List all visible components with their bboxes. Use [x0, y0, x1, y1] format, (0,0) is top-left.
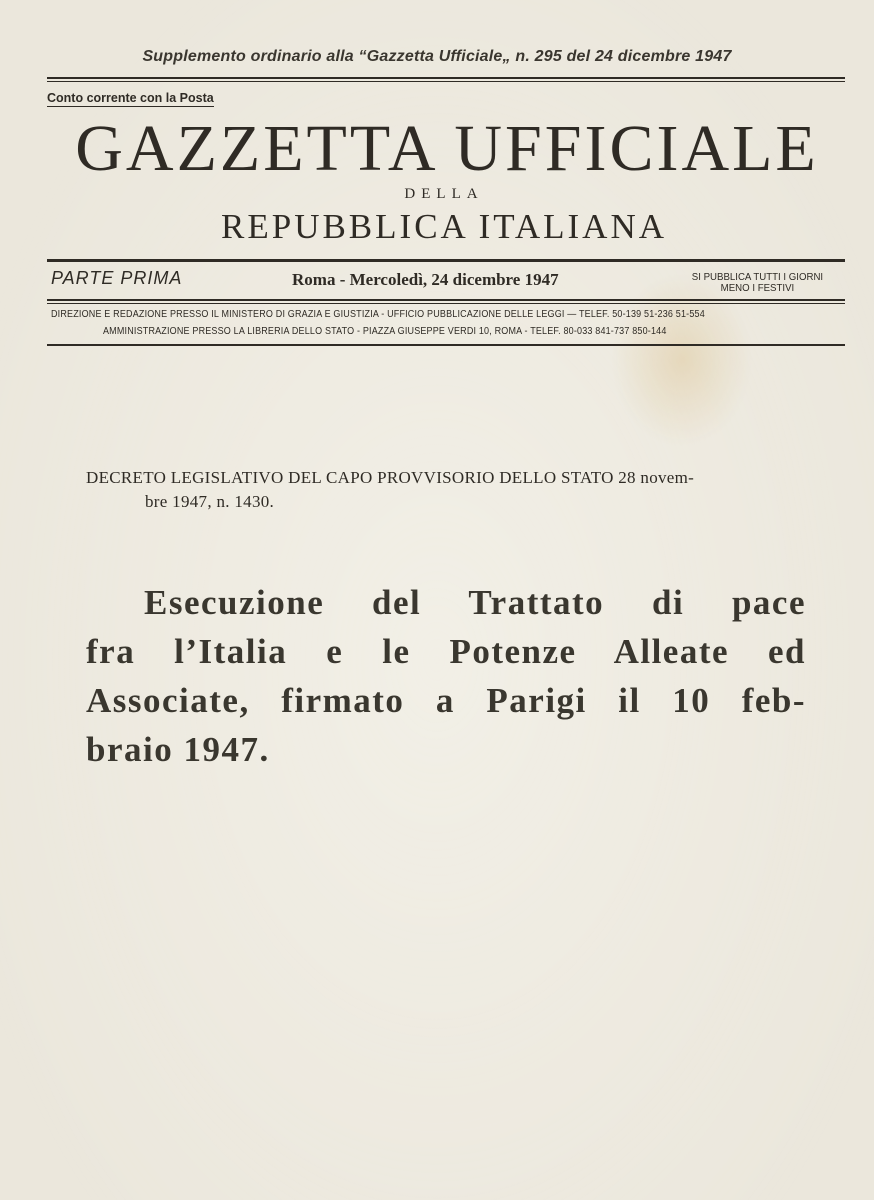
- masthead-republic: REPUBBLICA ITALIANA: [221, 207, 667, 246]
- supplement-line: Supplemento ordinario alla “Gazzetta Ufficiale„ n. 295 del 24 dicembre 1947: [142, 48, 732, 65]
- decree-title-line: Associate, firmato a Parigi il 10 feb-: [86, 681, 806, 720]
- issue-date: Roma - Mercoledì, 24 dicembre 1947: [292, 270, 559, 289]
- top-divider: [47, 77, 845, 79]
- decree-heading-line1: DECRETO LEGISLATIVO DEL CAPO PROVVISORIO DELLO STATO 28 novem-: [86, 468, 695, 487]
- postal-account-label: Conto corrente con la Posta: [47, 91, 214, 105]
- masthead-divider: [47, 259, 845, 262]
- publication-frequency: [682, 272, 833, 294]
- info-divider: [47, 299, 845, 301]
- masthead-title: GAZZETTA UFFICIALE: [75, 112, 819, 185]
- decree-title-line: Esecuzione del Trattato di pace: [144, 583, 806, 622]
- administration-address: AMMINISTRAZIONE PRESSO LA LIBRERIA DELLO STATO - PIAZZA GIUSEPPE VERDI 10, ROMA - TELEF. 80-033 841-737 850-144: [103, 326, 667, 337]
- decree-title-line: braio 1947.: [86, 730, 270, 769]
- info-divider-thin: [47, 303, 845, 304]
- publication-frequency-line1: SI PUBBLICA TUTTI I GIORNI: [691, 271, 824, 283]
- masthead-della: DELLA: [404, 186, 484, 202]
- decree-heading-line2: bre 1947, n. 1430.: [145, 492, 275, 511]
- top-divider-thin: [47, 81, 845, 82]
- editorial-address: DIREZIONE E REDAZIONE PRESSO IL MINISTERO DI GRAZIA E GIUSTIZIA - UFFICIO PUBBLICAZIONE DELLE LEGGI — TELEF. 50-139 51-236 51-554: [51, 309, 705, 320]
- header-bottom-divider: [47, 344, 845, 346]
- part-label: PARTE PRIMA: [51, 268, 183, 288]
- decree-title: [86, 578, 806, 774]
- decree-title-line: fra l’Italia e le Potenze Alleate ed: [86, 632, 806, 671]
- decree-heading: [86, 466, 808, 514]
- publication-frequency-line2: MENO I FESTIVI: [720, 282, 795, 294]
